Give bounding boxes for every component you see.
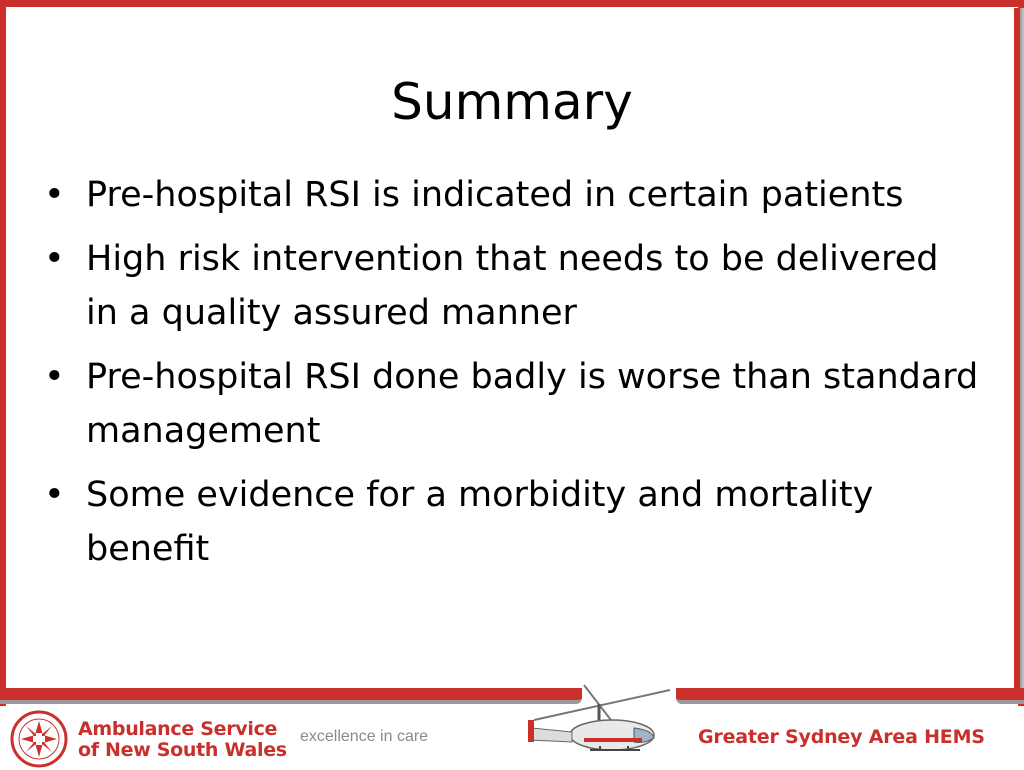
helicopter-icon: [524, 680, 674, 770]
bullet-item: [40, 232, 980, 340]
org-name-line1: Ambulance Service: [78, 718, 278, 740]
bullet-text: Some evidence for a morbidity and mortality benefit: [86, 475, 874, 569]
bullet-list: [40, 168, 980, 586]
bullet-dot-icon: •: [44, 239, 65, 279]
bullet-dot-icon: •: [44, 475, 65, 515]
bottom-border-left: [0, 688, 582, 704]
org-name-line2: of New South Wales: [78, 739, 287, 761]
bullet-text: Pre-hospital RSI done badly is worse than standard management: [86, 357, 979, 451]
bullet-dot-icon: •: [44, 175, 65, 215]
bullet-text: Pre-hospital RSI is indicated in certain patients: [86, 175, 904, 215]
bullet-text: High risk intervention that needs to be delivered in a quality assured manner: [86, 239, 939, 333]
ambulance-star-logo-icon: [10, 710, 68, 768]
bullet-item: [40, 168, 980, 222]
bullet-item: [40, 468, 980, 576]
tagline: excellence in care: [300, 728, 429, 745]
slide-bottom-border: [0, 688, 1024, 706]
hems-label: Greater Sydney Area HEMS: [698, 726, 985, 748]
slide-title: Summary: [391, 73, 633, 131]
bullet-item: [40, 350, 980, 458]
footer: [0, 706, 1024, 768]
bottom-border-right: [676, 688, 1024, 704]
bullet-dot-icon: •: [44, 357, 65, 397]
